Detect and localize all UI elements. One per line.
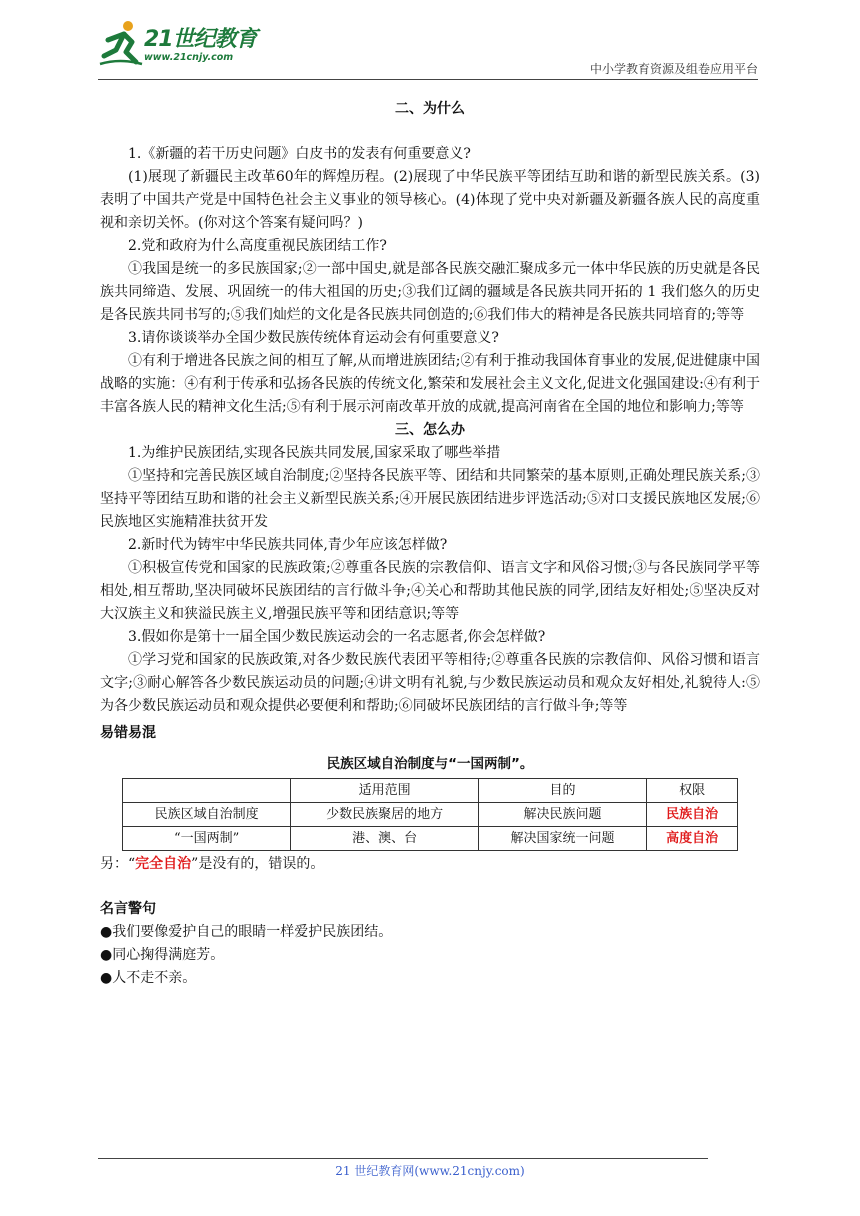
quotes-heading: 名言警句 bbox=[100, 901, 156, 917]
quote-item: ●同心掬得满庭芳。 bbox=[100, 947, 225, 963]
note-prefix: 另：“ bbox=[100, 856, 136, 872]
question-3: 3.请你谈谈举办全国少数民族传统体育运动会有何重要意义? bbox=[128, 330, 499, 346]
runner-logo-icon bbox=[98, 18, 144, 68]
table-note bbox=[100, 853, 760, 876]
footer-divider bbox=[98, 1158, 708, 1159]
answer-6: ①学习党和国家的民族政策,对各少数民族代表团平等相待;②尊重各民族的宗教信仰、风俗习惯和语言文字;③耐心解答各少数民族运动员的问题;④讲文明有礼貌,与少数民族运动员和观众友好相处,礼貌待人:⑤为各少数民族运动员和观众提供必要便利和帮助;⑥同破坏民族团结的言行做斗争;等等 bbox=[100, 652, 760, 714]
table-header-cell bbox=[123, 779, 291, 803]
question-6: 3.假如你是第十一届全国少数民族运动会的一名志愿者,你会怎样做? bbox=[128, 629, 546, 645]
table-cell: 解决民族问题 bbox=[478, 803, 646, 827]
quote-item: ●我们要像爱护自己的眼睛一样爱护民族团结。 bbox=[100, 924, 393, 940]
answer-2: ①我国是统一的多民族国家;②一部中国史,就是部各民族交融汇聚成多元一体中华民族的历史就是各民族共同缔造、发展、巩固统一的伟大祖国的历史;③我们辽阔的疆域是各民族共同开拓的 1 我们悠久的历史是各民族共同书写的;⑤我们灿烂的文化是各民族共同创造的;⑥我们伟大的精神是各民族共同培育的;等等 bbox=[100, 261, 760, 323]
platform-label: 中小学教育资源及组卷应用平台 bbox=[589, 62, 758, 76]
header-divider bbox=[98, 79, 758, 80]
table-header-cell: 适用范围 bbox=[291, 779, 479, 803]
answer-4: ①坚持和完善民族区域自治制度;②坚持各民族平等、团结和共同繁荣的基本原则,正确处理民族关系;③坚持平等团结互助和谐的社会主义新型民族关系;④开展民族团结进步评选活动;⑤对口支援民族地区发展;⑥民族地区实施精准扶贫开发 bbox=[100, 468, 760, 530]
comparison-table bbox=[122, 778, 738, 851]
quotes-list bbox=[100, 921, 760, 990]
table-header-cell: 权限 bbox=[647, 779, 738, 803]
note-highlight: 完全自治 bbox=[135, 856, 192, 872]
section-how bbox=[100, 442, 760, 718]
table-cell: 港、澳、台 bbox=[291, 827, 479, 851]
table-cell: 解决国家统一问题 bbox=[478, 827, 646, 851]
confusion-heading: 易错易混 bbox=[100, 725, 156, 741]
section-how-title: 三、怎么办 bbox=[395, 422, 465, 438]
logo bbox=[98, 18, 268, 76]
table-title: 民族区域自治制度与“一国两制”。 bbox=[326, 756, 534, 772]
table-cell-authority: 高度自治 bbox=[647, 827, 738, 851]
table-row bbox=[123, 803, 738, 827]
logo-url: www.21cnjy.com bbox=[144, 52, 234, 63]
table-cell: 民族区域自治制度 bbox=[123, 803, 291, 827]
section-why-title: 二、为什么 bbox=[395, 101, 465, 117]
table-header-row bbox=[123, 779, 738, 803]
table-cell-authority: 民族自治 bbox=[647, 803, 738, 827]
note-suffix: ”是没有的，错误的。 bbox=[191, 856, 325, 872]
answer-5: ①积极宣传党和国家的民族政策;②尊重各民族的宗教信仰、语言文字和风俗习惯;③与各民族同学平等相处,相互帮助,坚决同破坏民族团结的言行做斗争;④关心和帮助其他民族的同学,团结友好相处;⑤坚决反对大汉族主义和狭溢民族主义,增强民族平等和团结意识;等等 bbox=[100, 560, 760, 622]
quote-item: ●人不走不亲。 bbox=[100, 970, 197, 986]
page-header bbox=[98, 18, 758, 80]
section-why bbox=[100, 143, 760, 419]
table-cell: “一国两制” bbox=[123, 827, 291, 851]
table-header-cell: 目的 bbox=[478, 779, 646, 803]
question-5: 2.新时代为铸牢中华民族共同体,青少年应该怎样做? bbox=[128, 537, 448, 553]
table-row bbox=[123, 827, 738, 851]
logo-name: 21世纪教育 bbox=[144, 27, 257, 52]
question-4: 1.为维护民族团结,实现各民族共同发展,国家采取了哪些举措 bbox=[128, 445, 501, 461]
answer-3: ①有利于增进各民族之间的相互了解,从而增进族团结;②有利于推动我国体育事业的发展,促进健康中国战略的实施：④有利于传承和弘扬各民族的传统文化,繁荣和发展社会主义文化,促进文化强国建设:④有利于丰富各族人民的精神文化生活;⑤有利于展示河南改革开放的成就,提高河南省在全国的地位和影响力;等等 bbox=[100, 353, 760, 415]
footer-link[interactable]: 21 世纪教育网(www.21cnjy.com) bbox=[335, 1164, 525, 1178]
document-body bbox=[100, 98, 760, 990]
question-2: 2.党和政府为什么高度重视民族团结工作? bbox=[128, 238, 387, 254]
question-1: 1.《新疆的若干历史问题》白皮书的发表有何重要意义? bbox=[128, 146, 471, 162]
table-cell: 少数民族聚居的地方 bbox=[291, 803, 479, 827]
answer-1: (1)展现了新疆民主改革60年的辉煌历程。(2)展现了中华民族平等团结互助和谐的新型民族关系。(3)表明了中国共产党是中国特色社会主义事业的领导核心。(4)体现了党中央对新疆及新疆各族人民的高度重视和亲切关怀。(你对这个答案有疑问吗？) bbox=[100, 169, 760, 231]
